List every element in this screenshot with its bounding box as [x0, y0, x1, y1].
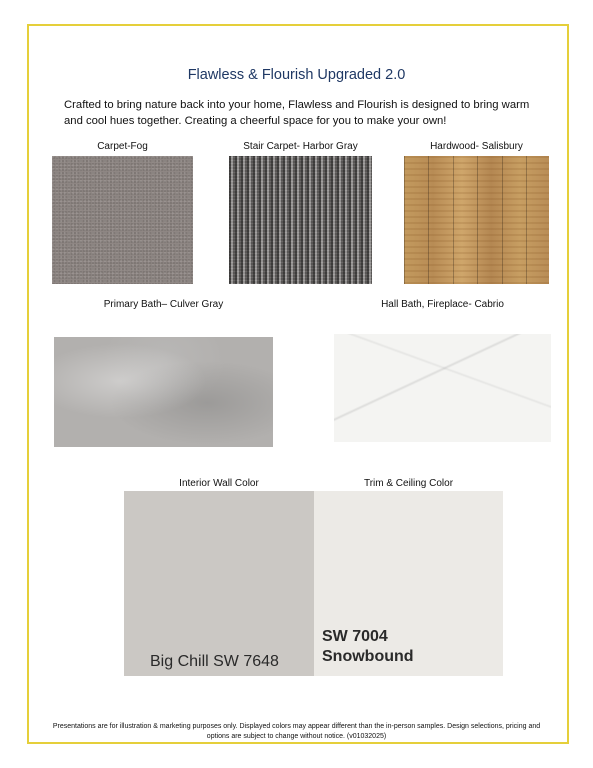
hall-bath-label: Hall Bath, Fireplace- Cabrio — [381, 299, 504, 310]
intro-text: Crafted to bring nature back into your home, Flawless and Flourish is designed to bring warm and cool hues together. Creating a cheerful space for you to make your own! — [64, 99, 530, 127]
hardwood-swatch — [404, 156, 549, 284]
footer-disclaimer: Presentations are for illustration & marketing purposes only. Displayed colors may appear different than the in-person samples. Design selections, pricing and options are subject to change without notice. (v01032025) — [52, 723, 541, 740]
hardwood-label: Hardwood- Salisbury — [430, 141, 523, 152]
trim-color-code — [322, 627, 414, 667]
primary-bath-swatch — [54, 337, 273, 447]
wall-color-label: Interior Wall Color — [179, 478, 259, 489]
primary-bath-label: Primary Bath– Culver Gray — [103, 299, 224, 310]
hall-bath-swatch — [334, 334, 551, 442]
trim-color-label: Trim & Ceiling Color — [363, 478, 454, 489]
trim-code-line1: SW 7004 — [322, 628, 388, 645]
carpet-fog-swatch — [52, 156, 193, 284]
stair-carpet-label: Stair Carpet- Harbor Gray — [243, 141, 358, 152]
stair-carpet-swatch — [229, 156, 372, 284]
carpet-fog-label: Carpet-Fog — [97, 141, 148, 152]
page-title: Flawless & Flourish Upgraded 2.0 — [187, 67, 406, 83]
trim-code-line2: Snowbound — [322, 648, 414, 665]
wall-color-swatch — [124, 491, 314, 676]
wall-color-code: Big Chill SW 7648 — [150, 653, 279, 670]
